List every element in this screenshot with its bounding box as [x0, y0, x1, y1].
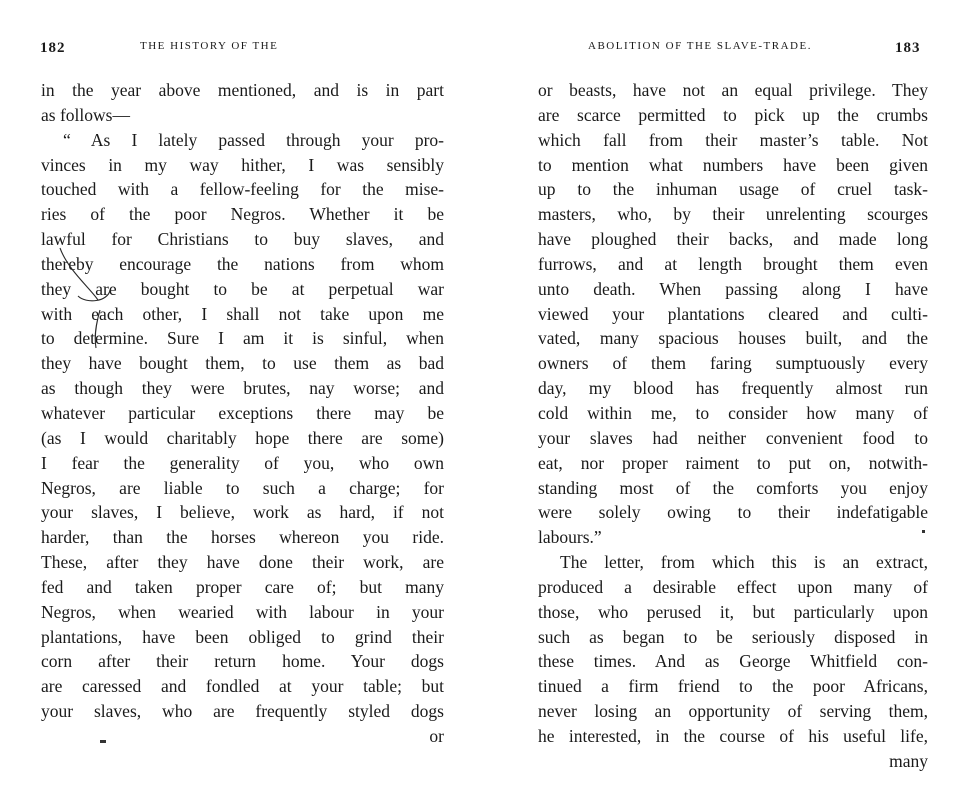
text-line: ries of the poor Negros. Whether it be [41, 204, 444, 225]
text-line: Negros, are liable to such a charge; for [41, 477, 444, 498]
text-line: thereby encourage the nations from whom [41, 253, 444, 274]
text-line: were solely owing to their indefatigable [538, 502, 928, 523]
right-page-number: 183 [895, 40, 921, 56]
text-line: standing most of the comforts you enjoy [538, 477, 928, 498]
text-line: they are bought to be at perpetual war [41, 278, 444, 299]
ink-speck [100, 740, 106, 743]
text-line: labours.” [538, 527, 602, 548]
text-line: your slaves, who are frequently styled dogs [41, 701, 444, 722]
right-running-head: ABOLITION OF THE SLAVE-TRADE. [588, 40, 812, 52]
text-line: with each other, I shall not take upon me [41, 303, 444, 324]
text-line: cold within me, to consider how many of [538, 402, 928, 423]
text-line: which fall from their master’s table. Not [538, 129, 928, 150]
text-line: eat, nor proper raiment to put on, notwith- [538, 452, 928, 473]
text-line: in the year above mentioned, and is in part [41, 80, 444, 100]
text-line: never losing an opportunity of serving them, [538, 701, 928, 722]
pen-mark [38, 240, 118, 350]
text-line: The letter, from which this is an extract, [560, 552, 928, 573]
text-line: Negros, when wearied with labour in your [41, 601, 444, 622]
text-line: viewed your plantations cleared and culti- [538, 303, 928, 324]
text-line: harder, than the horses whereon you ride. [41, 527, 444, 548]
text-line: your slaves had neither convenient food to [538, 427, 928, 448]
catchword: many [889, 750, 928, 771]
ink-speck [922, 530, 925, 533]
text-line: or beasts, have not an equal privilege. They [538, 80, 928, 100]
text-line: plantations, have been obliged to grind their [41, 626, 444, 647]
text-line: whatever particular exceptions there may be [41, 402, 444, 423]
text-line: “ As I lately passed through your pro- [63, 129, 444, 150]
text-line: I fear the generality of you, who own [41, 452, 444, 473]
catchword: or [429, 725, 444, 746]
text-line: as follows— [41, 104, 130, 125]
text-line: furrows, and at length brought them even [538, 253, 928, 274]
text-line: such as began to be seriously disposed in [538, 626, 928, 647]
text-line: to mention what numbers have been given [538, 154, 928, 175]
text-line: these times. And as George Whitfield con- [538, 651, 928, 672]
text-line: day, my blood has frequently almost run [538, 378, 928, 399]
text-line: they have bought them, to use them as bad [41, 353, 444, 374]
text-line: up to the inhuman usage of cruel task- [538, 179, 928, 200]
left-body-text [41, 78, 444, 749]
text-line: owners of them faring sumptuously every [538, 353, 928, 374]
text-line: have ploughed their backs, and made long [538, 229, 928, 250]
text-line: vinces in my way hither, I was sensibly [41, 154, 444, 175]
text-line: masters, who, by their unrelenting scourges [538, 204, 928, 225]
text-line: lawful for Christians to buy slaves, and [41, 229, 444, 250]
text-line: he interested, in the course of his useful life, [538, 725, 928, 746]
text-line: vated, many spacious houses built, and the [538, 328, 928, 349]
left-running-head: THE HISTORY OF THE [140, 40, 279, 52]
text-line: your slaves, I believe, work as hard, if not [41, 502, 444, 523]
text-line: produced a desirable effect upon many of [538, 576, 928, 597]
text-line: These, after they have done their work, are [41, 552, 444, 573]
text-line: tinued a firm friend to the poor Africans, [538, 676, 928, 697]
text-line: fed and taken proper care of; but many [41, 576, 444, 597]
left-page-number: 182 [40, 40, 66, 56]
text-line: (as I would charitably hope there are some) [41, 427, 444, 448]
right-page [490, 0, 980, 804]
text-line: are scarce permitted to pick up the crumbs [538, 104, 928, 125]
right-body-text [538, 78, 928, 774]
text-line: unto death. When passing along I have [538, 278, 928, 299]
text-line: to determine. Sure I am it is sinful, when [41, 328, 444, 349]
text-line: corn after their return home. Your dogs [41, 651, 444, 672]
text-line: those, who perused it, but particularly upon [538, 601, 928, 622]
text-line: are caressed and fondled at your table; but [41, 676, 444, 697]
text-line: as though they were brutes, nay worse; and [41, 378, 444, 399]
text-line: touched with a fellow-feeling for the mise- [41, 179, 444, 200]
